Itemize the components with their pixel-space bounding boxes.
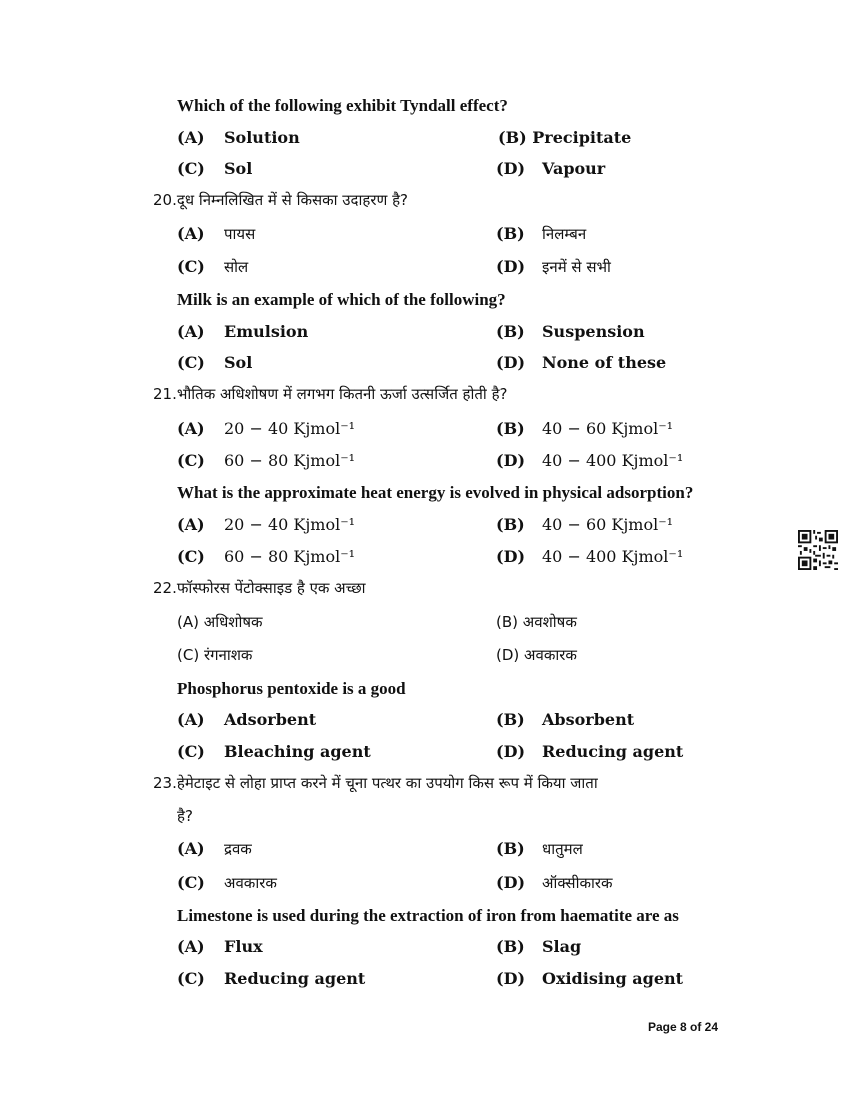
q20-hindi-stem: 20.दूध निम्नलिखित में से किसका उदाहरण है?	[153, 191, 409, 209]
q21-option-b-text: 40 − 60 Kjmol⁻¹	[542, 515, 674, 534]
q19-option-b: (B) Precipitate	[498, 128, 632, 147]
q20-hindi-option-b-label: (B)	[496, 224, 525, 243]
q23-option-c-label: (C)	[177, 969, 205, 988]
q21-hindi-stem: 21.भौतिक अधिशोषण में लगभग कितनी ऊर्जा उत्सर्जित होती है?	[153, 385, 508, 403]
q20-english-stem: Milk is an example of which of the following?	[177, 290, 506, 309]
q20-hindi-option-b-text: निलम्बन	[542, 225, 587, 243]
q23-hindi-option-a-text: द्रवक	[224, 840, 252, 858]
q20-option-b-text: Suspension	[542, 322, 645, 341]
q23-english-stem: Limestone is used during the extraction of iron from haematite are as	[177, 906, 679, 925]
q19-option-c-label: (C)	[177, 159, 205, 178]
q23-hindi-option-b-label: (B)	[496, 839, 525, 858]
q21-option-a-label: (A)	[177, 515, 205, 534]
q22-english-stem: Phosphorus pentoxide is a good	[177, 679, 406, 698]
q23-hindi-stem-line2: है?	[177, 807, 193, 825]
q22-option-d-text: Reducing agent	[542, 742, 684, 761]
q23-hindi-stem-line1: 23.हेमेटाइट से लोहा प्राप्त करने में चूना पत्थर का उपयोग किस रूप में किया जाता	[153, 774, 598, 792]
q23-hindi-option-c-label: (C)	[177, 873, 205, 892]
q21-option-d-label: (D)	[496, 547, 526, 566]
q19-option-d-text: Vapour	[542, 159, 606, 178]
q21-option-c-text: 60 − 80 Kjmol⁻¹	[224, 547, 356, 566]
q22-option-b-label: (B)	[496, 710, 525, 729]
q23-hindi-option-c-text: अवकारक	[224, 874, 277, 892]
q20-option-b-label: (B)	[496, 322, 525, 341]
q20-option-c-text: Sol	[224, 353, 253, 372]
q19-option-a-text: Solution	[224, 128, 300, 147]
q22-hindi-option-d: (D) अवकारक	[496, 646, 577, 664]
q23-hindi-option-a-label: (A)	[177, 839, 205, 858]
q19-option-a-label: (A)	[177, 128, 205, 147]
q20-option-a-label: (A)	[177, 322, 205, 341]
q22-option-c-label: (C)	[177, 742, 205, 761]
q23-option-c-text: Reducing agent	[224, 969, 366, 988]
q21-hindi-option-c-text: 60 − 80 Kjmol⁻¹	[224, 451, 356, 470]
q21-english-stem: What is the approximate heat energy is evolved in physical adsorption?	[177, 483, 694, 502]
qr-code-icon	[798, 530, 838, 570]
q20-option-d-text: None of these	[542, 353, 667, 372]
q20-hindi-option-c-label: (C)	[177, 257, 205, 276]
q20-hindi-option-a-label: (A)	[177, 224, 205, 243]
q23-hindi-option-b-text: धातुमल	[542, 840, 583, 858]
q20-hindi-option-d-label: (D)	[496, 257, 526, 276]
q21-option-c-label: (C)	[177, 547, 205, 566]
q23-option-a-label: (A)	[177, 937, 205, 956]
q21-hindi-option-d-text: 40 − 400 Kjmol⁻¹	[542, 451, 684, 470]
q22-hindi-option-c: (C) रंगनाशक	[177, 646, 253, 664]
q23-option-d-text: Oxidising agent	[542, 969, 684, 988]
q23-hindi-option-d-text: ऑक्सीकारक	[542, 874, 613, 892]
q23-option-b-label: (B)	[496, 937, 525, 956]
q23-option-b-text: Slag	[542, 937, 582, 956]
q21-hindi-option-b-label: (B)	[496, 419, 525, 438]
q20-option-c-label: (C)	[177, 353, 205, 372]
q22-hindi-option-b: (B) अवशोषक	[496, 613, 577, 631]
q21-option-d-text: 40 − 400 Kjmol⁻¹	[542, 547, 684, 566]
page-number: Page 8 of 24	[648, 1020, 719, 1034]
q20-hindi-option-a-text: पायस	[224, 225, 256, 243]
q21-hindi-option-c-label: (C)	[177, 451, 205, 470]
q21-hindi-option-b-text: 40 − 60 Kjmol⁻¹	[542, 419, 674, 438]
q22-hindi-option-a: (A) अधिशोषक	[177, 613, 263, 631]
q20-option-d-label: (D)	[496, 353, 526, 372]
q22-option-c-text: Bleaching agent	[224, 742, 371, 761]
q21-hindi-option-d-label: (D)	[496, 451, 526, 470]
q21-option-b-label: (B)	[496, 515, 525, 534]
q22-option-b-text: Absorbent	[542, 710, 635, 729]
q23-hindi-option-d-label: (D)	[496, 873, 526, 892]
q22-option-a-label: (A)	[177, 710, 205, 729]
q21-option-a-text: 20 − 40 Kjmol⁻¹	[224, 515, 356, 534]
q20-option-a-text: Emulsion	[224, 322, 309, 341]
q19-option-d-label: (D)	[496, 159, 526, 178]
q23-option-d-label: (D)	[496, 969, 526, 988]
q21-hindi-option-a-text: 20 − 40 Kjmol⁻¹	[224, 419, 356, 438]
q22-hindi-stem: 22.फॉस्फोरस पेंटोक्साइड है एक अच्छा	[153, 579, 366, 597]
q20-hindi-option-d-text: इनमें से सभी	[542, 258, 611, 276]
q20-hindi-option-c-text: सोल	[224, 258, 249, 276]
q19-english-stem: Which of the following exhibit Tyndall effect?	[177, 96, 508, 115]
q22-option-a-text: Adsorbent	[224, 710, 317, 729]
q22-option-d-label: (D)	[496, 742, 526, 761]
q21-hindi-option-a-label: (A)	[177, 419, 205, 438]
q23-option-a-text: Flux	[224, 937, 263, 956]
q19-option-c-text: Sol	[224, 159, 253, 178]
